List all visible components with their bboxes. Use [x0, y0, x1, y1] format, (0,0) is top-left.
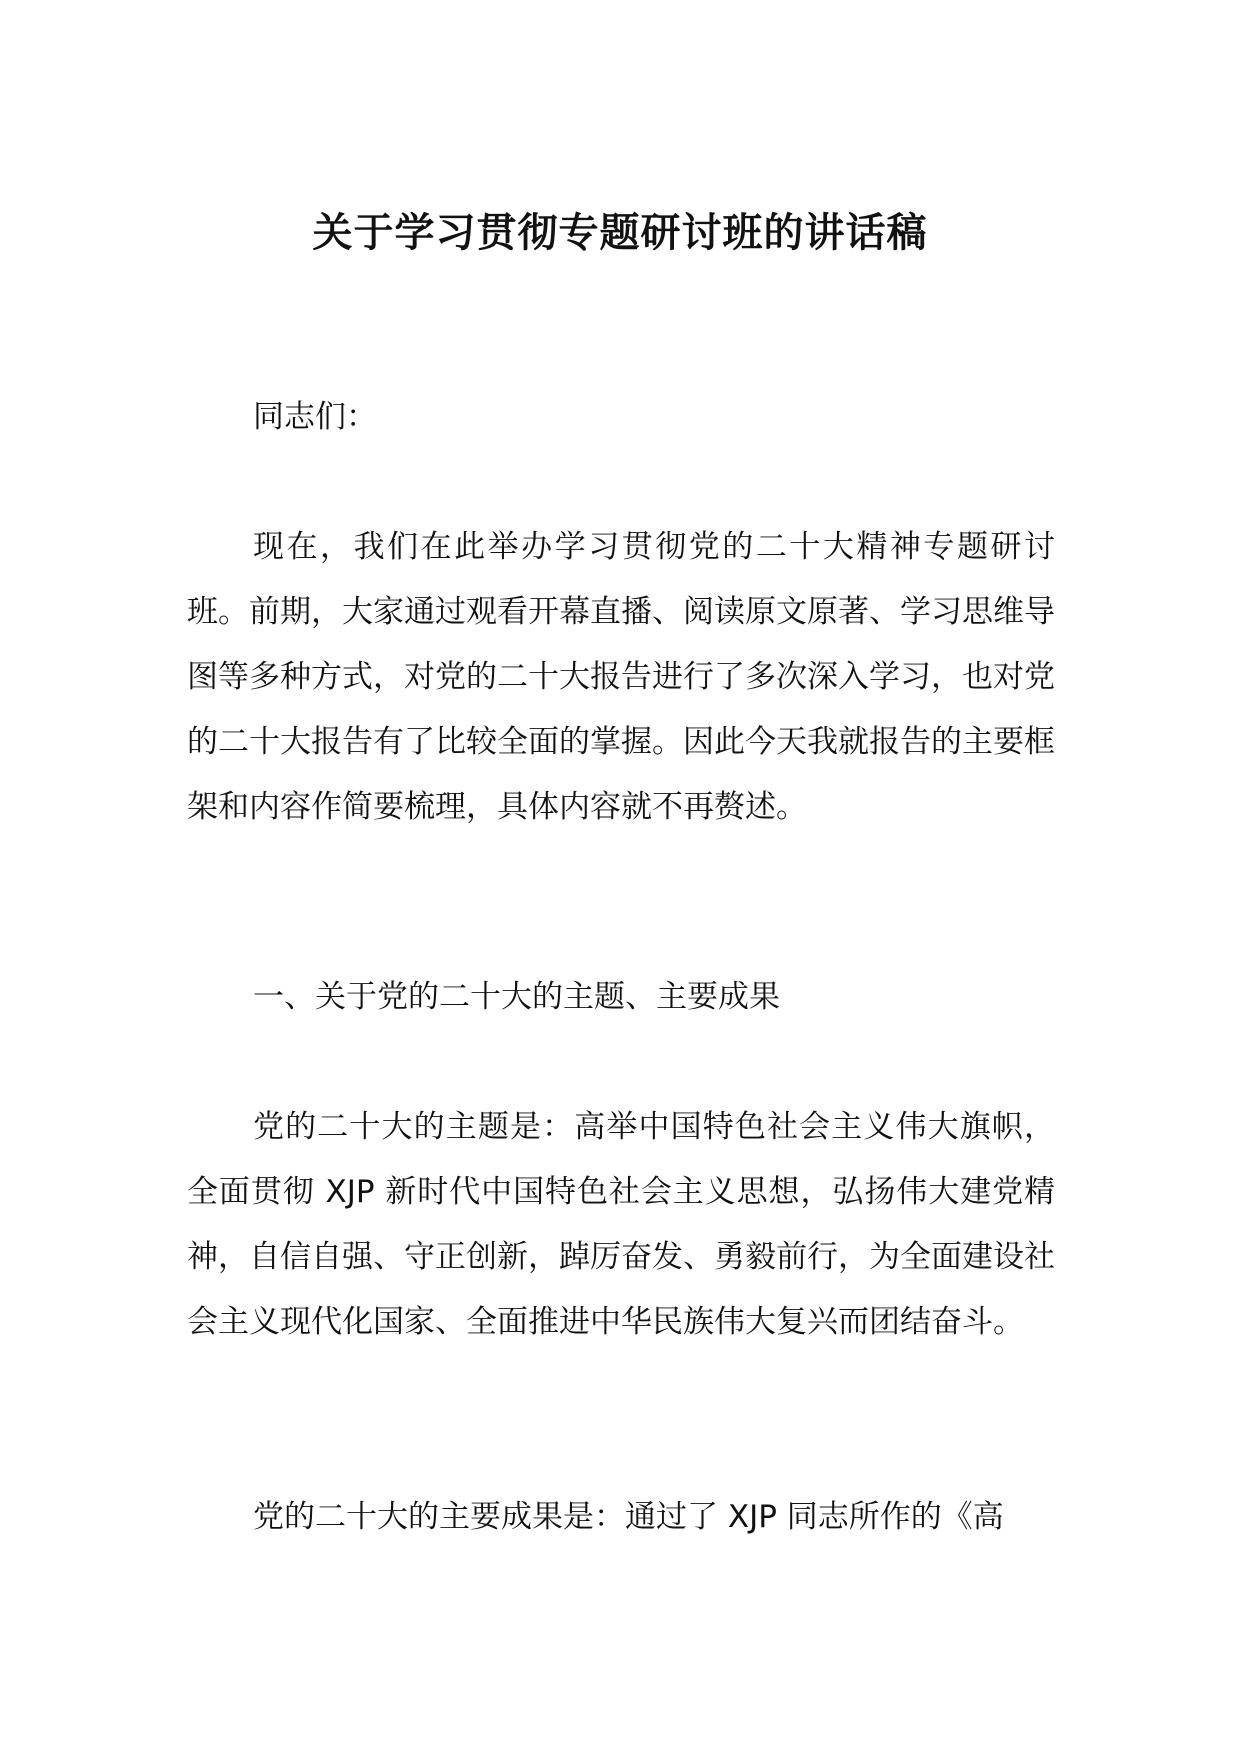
paragraph-achievements: 党的二十大的主要成果是：通过了 XJP 同志所作的《高: [253, 1499, 1004, 1535]
paragraph-theme: 党的二十大的主题是：高举中国特色社会主义伟大旗帜，全面贯彻 XJP 新时代中国特色社会主义思想，弘扬伟大建党精神，自信自强、守正创新，踔厉奋发、勇毅前行，为全面建设社会主义现代化国家、全面推进中华民族伟大复兴而团结奋斗。: [187, 1109, 1055, 1340]
document-title: 关于学习贯彻专题研讨班的讲话稿: [312, 210, 928, 256]
salutation: 同志们：: [253, 399, 377, 435]
paragraph-intro: 现在，我们在此举办学习贯彻党的二十大精神专题研讨班。前期，大家通过观看开幕直播、阅读原文原著、学习思维导图等多种方式，对党的二十大报告进行了多次深入学习，也对党的二十大报告有了比较全面的掌握。因此今天我就报告的主要框架和内容作简要梳理，具体内容就不再赘述。: [187, 529, 1055, 825]
section-heading-1: 一、关于党的二十大的主题、主要成果: [253, 979, 780, 1015]
